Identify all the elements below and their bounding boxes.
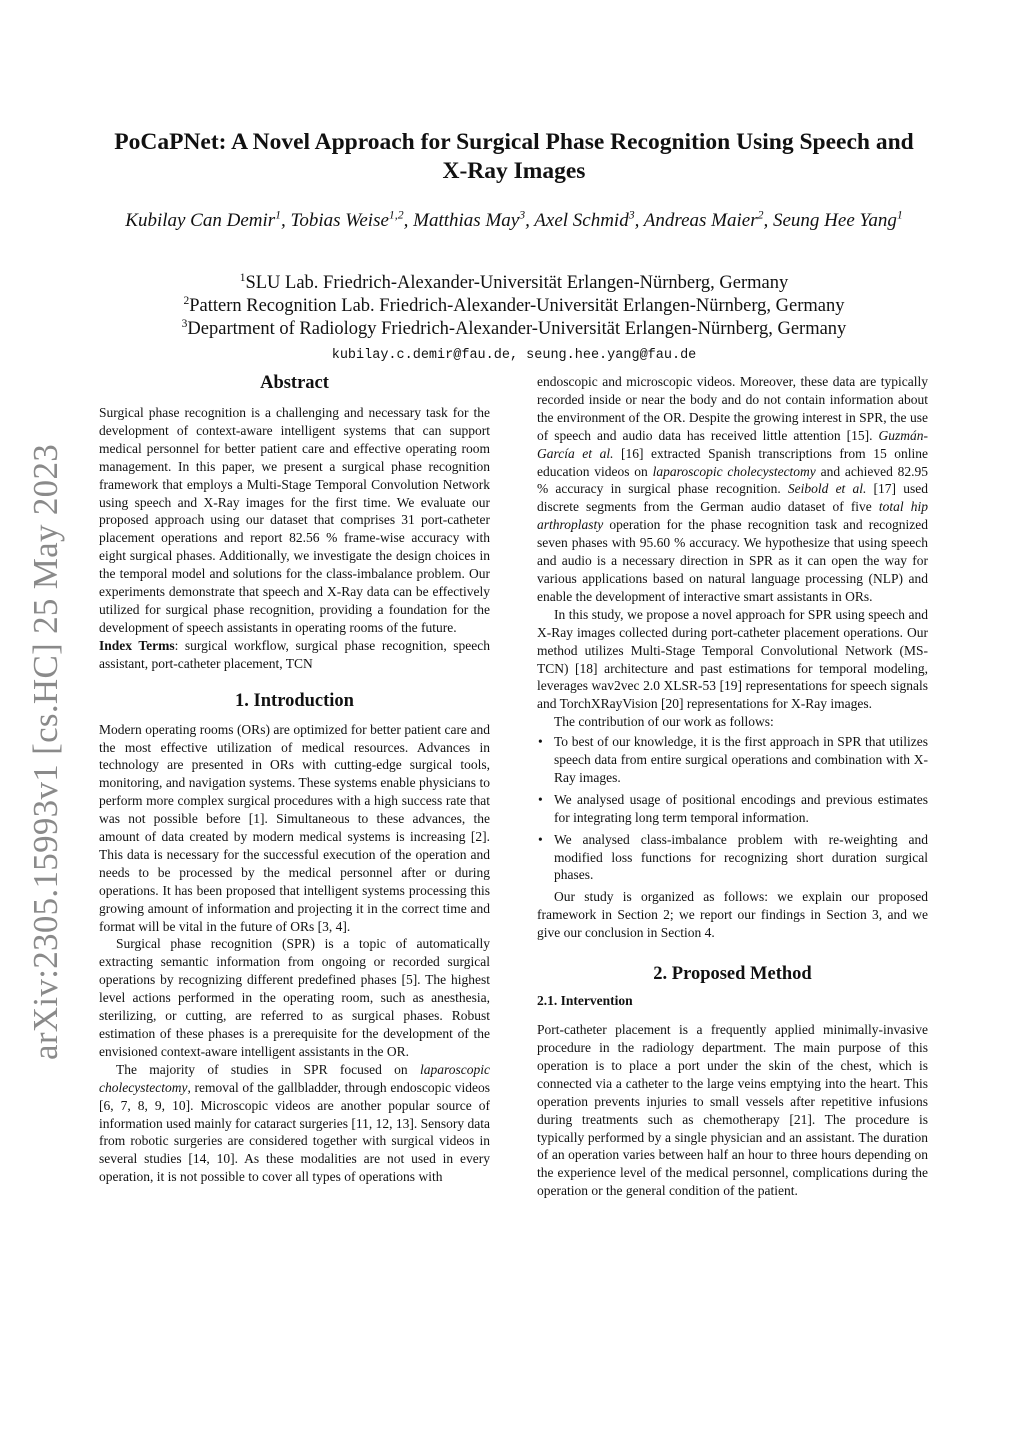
contact-emails: kubilay.c.demir@fau.de, seung.hee.yang@fau.de [331, 348, 697, 363]
intro-paragraph: endoscopic and microscopic videos. Moreover, these data are typically recorded inside or near the body and do not contain information about the environment of the OR. Despite the growing interest in SPR, the use of speech and audio data has received little attention [15]. Guzmán-García et al. [16] extracted Spanish transcriptions from 15 online education videos on laparoscopic cholecystectomy and achieved 82.95 % accuracy in surgical phase recognition. Seibold et al. [17] used discrete segments from the German audio dataset of five total hip arthroplasty operation for the phase recognition task and recognized seven phases with 95.60 % accuracy. We hypothesize that using speech and audio is a necessary direction in SPR as it can open the way for various applications based on natural language processing (NLP) and enable the development of interactive smart assistants in ORs. [537, 374, 928, 604]
list-item: • To best of our knowledge, it is the first approach in SPR that utilizes speech data from entire surgical operations and combination with X-Ray images. [537, 733, 928, 787]
affiliation: $^3$Department of Radiology Friedrich-Alexander-Universität Erlangen-Nürnberg, Germany [181, 317, 847, 339]
left-column [99, 371, 490, 1186]
intro-paragraph: The contribution of our work as follows: [554, 714, 774, 730]
intro-paragraph: Modern operating rooms (ORs) are optimized for better patient care and the most effective utilization of medical resources. Advances in technology are presented in ORs with cutting-edge surgical tools, monitoring, and navigation systems. These systems enable physicians to perform more complex surgical procedures with a high success rate that was not possible before [1]. Simultaneous to these advances, the amount of data created by modern medical systems is increasing [2]. This data is necessary for the successful execution of the operation and needs to be processed by the medical personnel after or during operations. It has been proposed that intelligent systems processing this growing amount of information and projecting it in the correct time and format will be vital in the future of ORs [3, 4]. [99, 721, 490, 934]
proposed-method-heading: 2. Proposed Method [653, 964, 812, 985]
right-column [537, 373, 928, 1200]
intro-paragraph: Our study is organized as follows: we explain our proposed framework in Section 2; we report our findings in Section 3, and we give our conclusion in Section 4. [537, 889, 928, 941]
arxiv-identifier-stamp: arXiv:2305.15993v1 [cs.HC] 25 May 2023 [26, 443, 65, 1060]
author: Kubilay Can Demir$^1$, [125, 208, 291, 231]
list-item: • We analysed class-imbalance problem with re-weighting and modified loss functions for recognizing short duration surgical phases. [537, 831, 928, 885]
method-paragraph: Port-catheter placement is a frequently applied minimally-invasive procedure in the radiology department. The main purpose of this operation is to place a port under the skin of the chest, which is connected via a catheter to the large veins emptying into the heart. This operation prevents injuries to small vessels after repetitive infusions during treatments such as chemotherapy [21]. The procedure is typically performed by a single physician and an assistant. The duration of an operation varies between half an hour to three hours depending on the experience level of the medical personnel, complications during the operation or the general condition of the patient. [537, 1022, 928, 1199]
index-terms-label: Index Terms [99, 637, 175, 653]
author: Tobias Weise$^{1,2}$, [290, 208, 414, 231]
author: Axel Schmid$^3$, [534, 208, 644, 231]
intro-paragraph: Surgical phase recognition (SPR) is a topic of automatically extracting semantic information from ongoing or recorded surgical operations by recognizing different predefined phases [5]. The highest level actions performed in the operating room, such as anesthesia, sterilizing, or cutting, are referred to as surgical phases. Robust estimation of these phases is a prerequisite for the development of the envisioned context-aware intelligent assistants in the OR. [99, 936, 490, 1059]
author: Seung Hee Yang$^1$ [772, 208, 903, 231]
list-item: • We analysed usage of positional encodings and previous estimates for integrating long term temporal information. [537, 791, 928, 827]
abstract-heading: Abstract [260, 373, 329, 393]
author-list [100, 208, 928, 233]
affiliation: $^1$SLU Lab. Friedrich-Alexander-Universität Erlangen-Nürnberg, Germany [239, 271, 789, 293]
intervention-subheading: 2.1. Intervention [537, 993, 633, 1009]
affiliation: $^2$Pattern Recognition Lab. Friedrich-Alexander-Universität Erlangen-Nürnberg, Germany [183, 294, 845, 316]
index-terms: Index Terms: surgical workflow, surgical phase recognition, speech assistant, port-catheter placement, TCN [99, 637, 490, 671]
contribution-list [537, 733, 928, 884]
abstract-body: Surgical phase recognition is a challenging and necessary task for the development of context-aware intelligent systems that can support medical personnel for better patient care and effective operating room management. In this paper, we present a surgical phase recognition framework that employs a Multi-Stage Temporal Convolution Network using speech and X-Ray images for the first time. We evaluate our proposed approach using our dataset that comprises 31 port-catheter placement operations and report 82.56 % frame-wise accuracy with eight surgical phases. Additionally, we investigate the design choices in the temporal model and solutions for the class-imbalance problem. Our experiments demonstrate that speech and X-Ray data can be effectively utilized for surgical phase recognition, providing a foundation for the development of speech assistants in operating rooms of the future. [99, 405, 490, 635]
author: Matthias May$^3$, [413, 208, 535, 231]
author: Andreas Maier$^2$, [643, 208, 773, 231]
introduction-heading: 1. Introduction [235, 690, 354, 711]
intro-paragraph: In this study, we propose a novel approach for SPR using speech and X-Ray images collected during port-catheter placement operations. Our method utilizes Multi-Stage Temporal Convolutional Network (MS-TCN) [18] architecture and past estimations for temporal modeling, leverages wav2vec 2.0 XLSR-53 [19] representations for speech signals and TorchXRayVision [20] representations for X-Ray images. [537, 606, 928, 712]
affiliation-list [100, 272, 928, 341]
intro-paragraph: The majority of studies in SPR focused on laparoscopic cholecystectomy, removal of the gallbladder, through endoscopic videos [6, 7, 8, 9, 10]. Microscopic videos are another popular source of information used mainly for cataract surgeries [11, 12, 13]. Sensory data from robotic surgeries are considered together with surgical videos in several studies [14, 10]. As these modalities are not used in every operation, it is not possible to cover all types of operations with [99, 1061, 491, 1185]
paper-title: PoCaPNet: A Novel Approach for Surgical Phase Recognition Using Speech and X-Ray Images [114, 129, 914, 184]
